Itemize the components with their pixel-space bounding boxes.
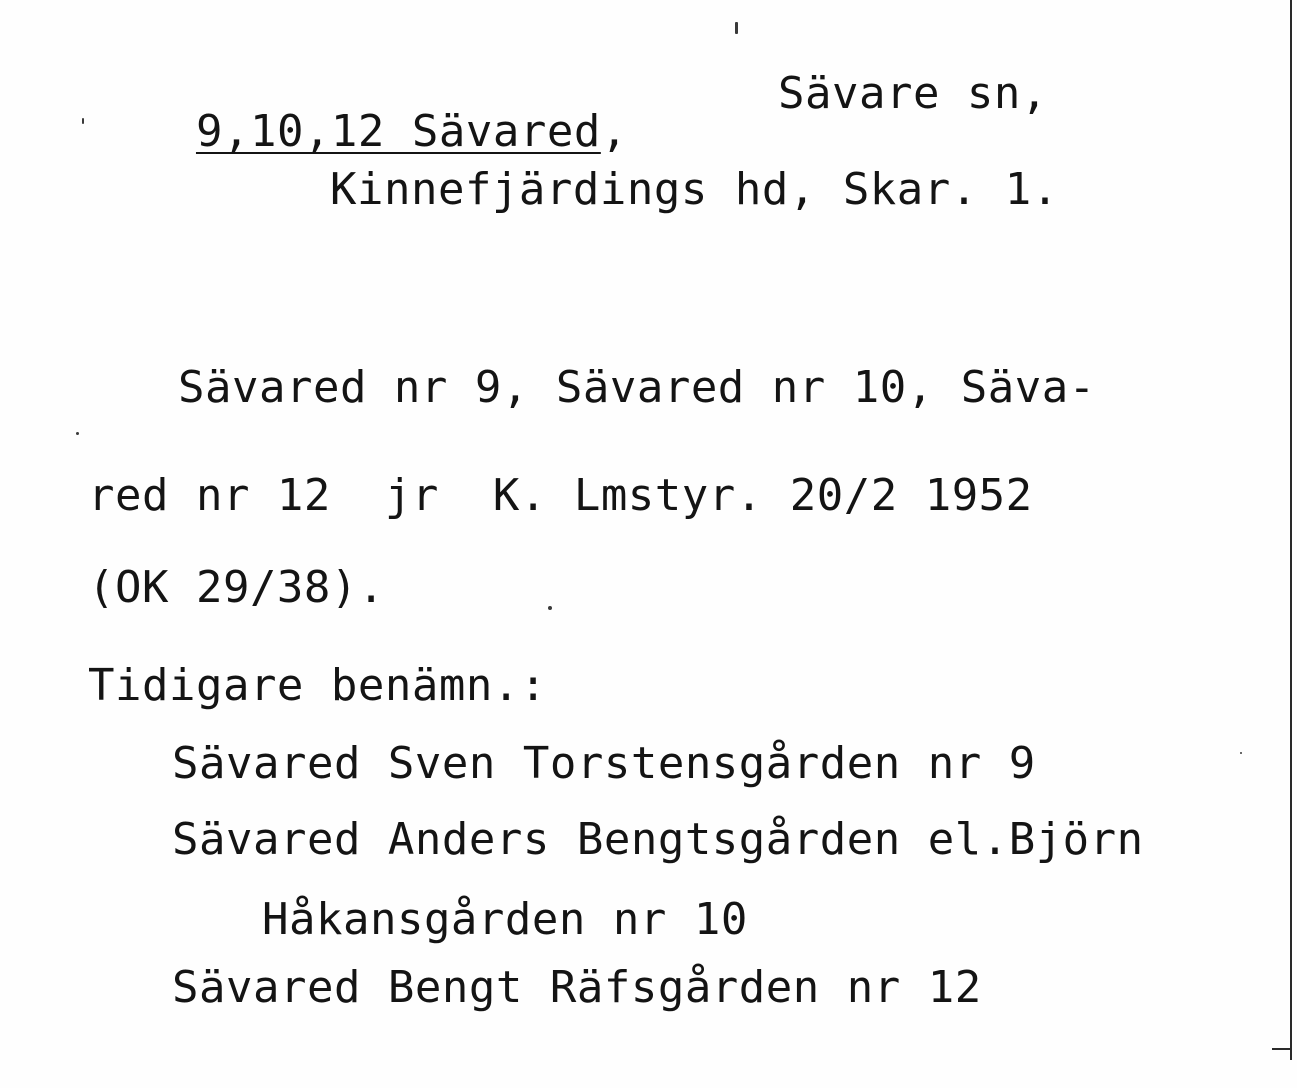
scan-speck xyxy=(1240,752,1242,754)
heading-comma: , xyxy=(600,106,628,157)
parish-name: Sävare sn, xyxy=(778,68,1048,119)
former-name-item: Håkansgården nr 10 xyxy=(262,894,748,945)
body-line: Sävared nr 9, Sävared nr 10, Säva- xyxy=(178,362,1096,413)
former-name-item: Sävared Sven Torstensgården nr 9 xyxy=(172,738,1036,789)
body-line: red nr 12 jr K. Lmstyr. 20/2 1952 xyxy=(88,470,1033,521)
former-names-label: Tidigare benämn.: xyxy=(88,660,547,711)
scan-speck xyxy=(735,22,738,34)
scan-speck xyxy=(76,432,79,435)
scan-speck xyxy=(82,118,84,124)
former-name-item: Sävared Anders Bengtsgården el.Björn xyxy=(172,814,1144,865)
district-line: Kinnefjärdings hd, Skar. 1. xyxy=(330,164,1059,215)
card-edge-right xyxy=(1290,0,1292,1060)
former-name-item: Sävared Bengt Räfsgården nr 12 xyxy=(172,962,982,1013)
scan-speck xyxy=(548,606,552,610)
place-name: 9,10,12 Sävared xyxy=(195,106,601,157)
card-edge-corner xyxy=(1272,1048,1292,1050)
body-line: (OK 29/38). xyxy=(88,562,385,613)
